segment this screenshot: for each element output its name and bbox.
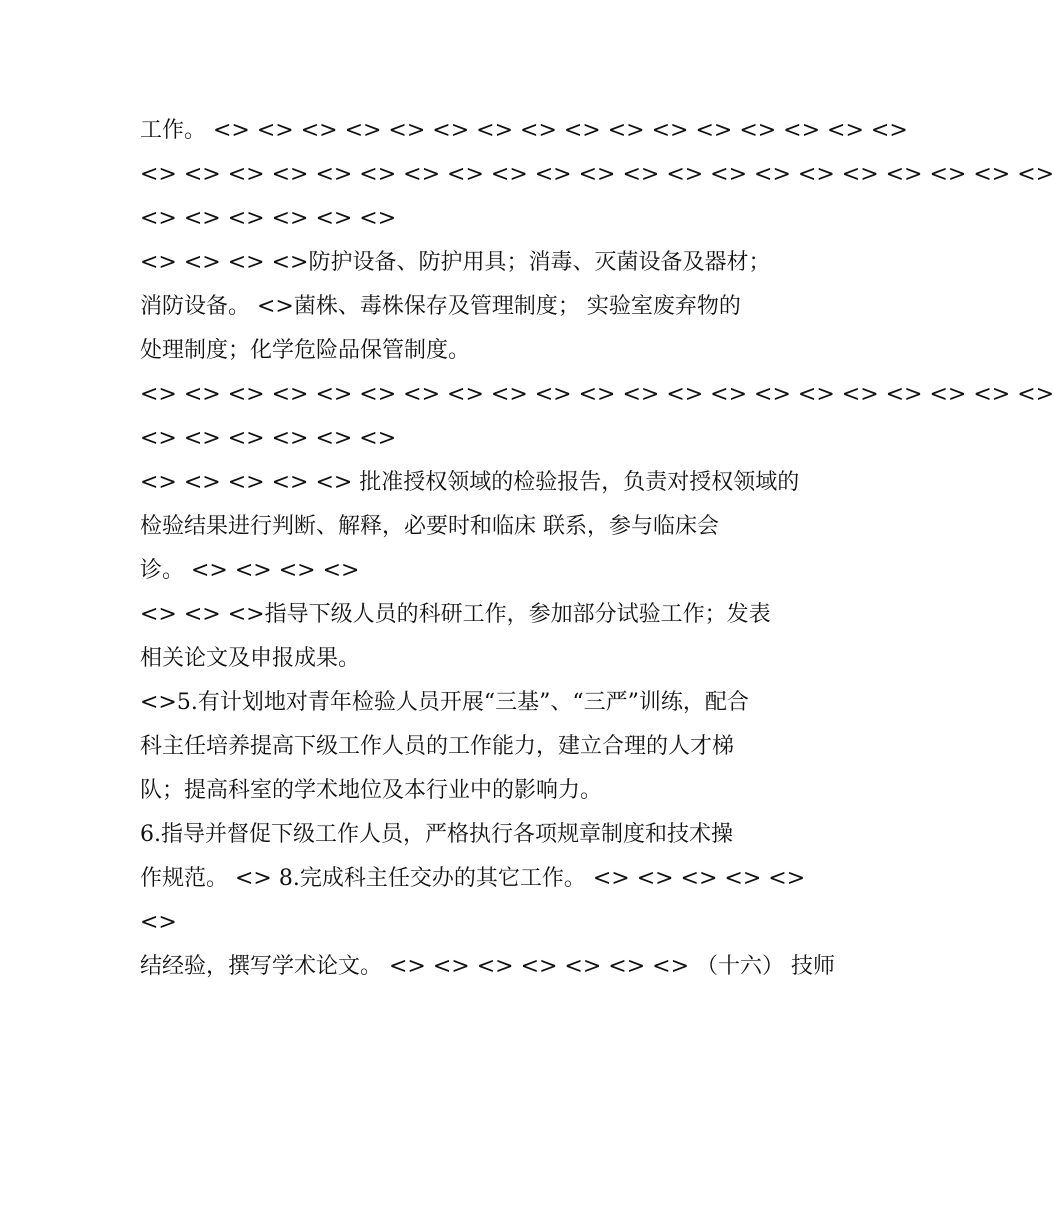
- text-line: <>5.有计划地对青年检验人员开展“三基”、“三严”训练，配合: [140, 690, 749, 715]
- text-line: 科主任培养提高下级工作人员的工作能力，建立合理的人才梯: [140, 734, 735, 759]
- text-line: 作规范。 <> 8.完成科主任交办的其它工作。 <> <> <> <> <>: [140, 866, 806, 891]
- text-line: 工作。 <> <> <> <> <> <> <> <> <> <> <> <> <> <> <> <>: [140, 118, 908, 143]
- text-line: <> <> <> <> <> 批准授权领域的检验报告，负责对授权领域的: [140, 470, 800, 495]
- text-line: <>: [140, 910, 177, 935]
- text-line: 检验结果进行判断、解释，必要时和临床 联系，参与临床会: [140, 514, 719, 539]
- text-line: 6.指导并督促下级工作人员，严格执行各项规章制度和技术操: [140, 822, 733, 847]
- text-line: <> <> <> <> <> <>: [140, 426, 397, 451]
- text-line: <> <> <> <>防护设备、防护用具；消毒、灭菌设备及器材；: [140, 250, 771, 275]
- text-line: 相关论文及申报成果。: [140, 646, 361, 671]
- text-line: <> <> <> <> <> <>: [140, 206, 397, 231]
- text-line: <> <> <>指导下级人员的科研工作，参加部分试验工作；发表: [140, 602, 771, 627]
- document-body: [140, 109, 1054, 989]
- text-line: <> <> <> <> <> <> <> <> <> <> <> <> <> <> <> <> <> <> <> <> <>: [140, 162, 1054, 187]
- text-line: 处理制度；化学危险品保管制度。: [140, 338, 471, 363]
- text-line: 结经验，撰写学术论文。 <> <> <> <> <> <> <> （十六） 技师: [140, 954, 836, 979]
- text-line: 队；提高科室的学术地位及本行业中的影响力。: [140, 778, 603, 803]
- text-line: 消防设备。 <>菌株、毒株保存及管理制度； 实验室废弃物的: [140, 294, 741, 319]
- text-line: 诊。 <> <> <> <>: [140, 558, 360, 583]
- text-line: <> <> <> <> <> <> <> <> <> <> <> <> <> <> <> <> <> <> <> <> <>: [140, 382, 1054, 407]
